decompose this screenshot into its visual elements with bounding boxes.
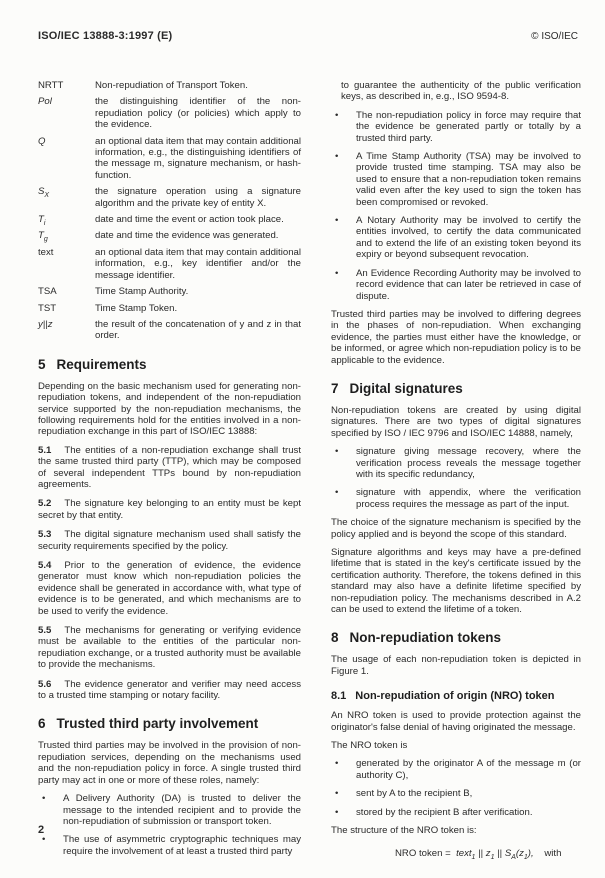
definition-row bbox=[38, 186, 301, 209]
section-7-para-choice: The choice of the signature mechanism is specified by the policy applied and is beyond the scope of this standard. bbox=[331, 517, 581, 540]
list-item bbox=[331, 268, 581, 302]
section-7-bullet-list bbox=[331, 446, 581, 510]
section-8-1-para2: The NRO token is bbox=[331, 740, 408, 752]
bullet-text: The non-repudiation policy in force may require that the evidence be generated partly or totally by a trusted third party. bbox=[356, 109, 581, 144]
list-item bbox=[331, 807, 581, 818]
definition-term: $T_i$ bbox=[38, 214, 46, 227]
bullet-text: stored by the recipient B after verification. bbox=[356, 806, 533, 818]
bullet-icon: • bbox=[335, 151, 339, 163]
clause-5-2: 5.2 The signature key belonging to an entity must be kept secret by that entity. bbox=[38, 498, 301, 521]
definition-desc: Time Stamp Authority. bbox=[95, 286, 189, 298]
list-item bbox=[331, 487, 581, 510]
definition-row bbox=[38, 80, 301, 91]
list-item bbox=[331, 151, 581, 208]
bullet-text: signature giving message recovery, where the verification process reveals the message together with its specific redundancy, bbox=[356, 446, 581, 480]
section-5-heading: 5 Requirements bbox=[38, 356, 147, 372]
list-item bbox=[331, 758, 581, 781]
definition-term: TSA bbox=[38, 286, 57, 298]
definition-desc: the distinguishing identifier of the non-repudiation policy (or policies) which apply to the evidence. bbox=[95, 96, 301, 131]
bullet-text: signature with appendix, where the verification process requires the message as part of the input. bbox=[356, 487, 581, 510]
bullet-text: A Time Stamp Authority (TSA) may be involved to provide trusted time stamping. TSA may also be used to ensure that a non-repudiation token remains valid even after the key used to sign the token has been compromised or revoked. bbox=[356, 151, 581, 208]
definition-term: Q bbox=[38, 135, 46, 147]
bullet-icon: • bbox=[335, 267, 339, 279]
copyright-notice: © ISO/IEC bbox=[531, 31, 578, 42]
bullet-text: An Evidence Recording Authority may be involved to record evidence that can later be retrieved in case of dispute. bbox=[356, 267, 581, 302]
section-7-para-lifetime: Signature algorithms and keys may have a pre-defined lifetime that is stated in the key's certificate issued by the certification authority. Therefore, the tokens defined in this standard may also have a definite lifetime specified by non-repudiation policy. The mechanisms described in A.2 can be used to extend the lifetime of a token. bbox=[331, 547, 581, 616]
list-item bbox=[38, 834, 301, 857]
bullet-icon: • bbox=[335, 446, 339, 458]
section-8-1-para1: An NRO token is used to provide protection against the originator's false denial of having originated the message. bbox=[331, 710, 581, 733]
definition-term: NRTT bbox=[38, 80, 64, 91]
definition-desc: date and time the evidence was generated. bbox=[95, 230, 279, 242]
section-6-closing: Trusted third parties may be involved to differing degrees in the phases of non-repudiation. When exchanging evidence, the parties must either have the knowledge, or be informed, or agree which non-repudiation policy is to be applicable to the evidence. bbox=[331, 308, 581, 366]
bullet-icon: • bbox=[335, 806, 339, 818]
bullet-icon: • bbox=[335, 487, 339, 499]
list-item bbox=[38, 793, 301, 827]
definition-desc: Non-repudiation of Transport Token. bbox=[95, 80, 248, 91]
definition-desc: an optional data item that may contain additional information, e.g., key identifier and/or the message identifier. bbox=[95, 246, 301, 281]
definition-desc: the result of the concatenation of y and z in that order. bbox=[95, 318, 301, 342]
bullet-icon: • bbox=[335, 215, 339, 227]
definition-term: text bbox=[38, 246, 54, 258]
section-8-heading: 8 Non-repudiation tokens bbox=[331, 630, 502, 646]
bullet-icon: • bbox=[335, 758, 339, 770]
clause-5-6: 5.6 The evidence generator and verifier may need access to a trusted time stamping or notary facility. bbox=[38, 678, 301, 702]
definition-row bbox=[38, 286, 301, 297]
section-6-heading: 6 Trusted third party involvement bbox=[38, 716, 259, 732]
definition-row bbox=[38, 247, 301, 281]
nro-structure-line: The structure of the NRO token is: bbox=[331, 825, 477, 837]
section-7-intro: Non-repudiation tokens are created by using digital signatures. There are two types of digital signatures specified by ISO / IEC 9796 and ISO/IEC 14888, namely, bbox=[331, 404, 581, 439]
section-8-intro: The usage of each non-repudiation token is depicted in Figure 1. bbox=[331, 654, 581, 677]
bullet-icon: • bbox=[335, 788, 339, 800]
definition-term: Pol bbox=[38, 96, 52, 108]
bullet-text: sent by A to the recipient B, bbox=[356, 788, 473, 800]
bullet-continuation: to guarantee the authenticity of the public verification keys, as described in, e.g., ISO 9594-8. bbox=[341, 80, 581, 103]
section-5-intro: Depending on the basic mechanism used for generating non-repudiation tokens, and independent of the non-repudiation service supported by the non-repudiation mechanisms, the following requirements hold for the entities involved in a non-repudiation exchange in this part of ISO/IEC 13888: bbox=[38, 380, 301, 438]
clause-5-5: 5.5 The mechanisms for generating or verifying evidence must be available to the entities of the particular non-repudiation exchange, or a trusted authority must be available to provide the mechanisms. bbox=[38, 625, 301, 671]
definition-term: y||z bbox=[38, 318, 53, 330]
nro-token-formula: NRO token = text$_1$ || $z_1$ || $S_A(z_1)$, with bbox=[395, 847, 562, 861]
clause-5-1: 5.1 The entities of a non-repudiation exchange shall trust the same trusted third party (TTP), which may be composed of several independent TTPs bound by non-repudiation agreements. bbox=[38, 444, 301, 490]
bullet-text: The use of asymmetric cryptographic techniques may require the involvement of at least a trusted third party bbox=[63, 834, 301, 857]
definition-list bbox=[38, 80, 301, 342]
list-item bbox=[331, 215, 581, 261]
list-item bbox=[331, 446, 581, 480]
section-7-heading: 7 Digital signatures bbox=[331, 380, 463, 396]
clause-5-3: 5.3 The digital signature mechanism used shall satisfy the security requirements specified by the policy. bbox=[38, 529, 301, 552]
definition-row bbox=[38, 230, 301, 244]
definition-desc: the signature operation using a signature algorithm and the private key of entity X. bbox=[95, 186, 301, 209]
page-number: 2 bbox=[38, 824, 45, 836]
definition-desc: Time Stamp Token. bbox=[95, 302, 178, 314]
bullet-text: A Notary Authority may be involved to certify the entities involved, to certify the data communicated and to extend the life of an existing token beyond its expiry or beyond subsequent revocation. bbox=[356, 215, 581, 261]
definition-row bbox=[38, 319, 301, 342]
bullet-text: A Delivery Authority (DA) is trusted to deliver the message to the intended recipient and to provide the non-repudiation of submission or transport token. bbox=[63, 793, 301, 827]
bullet-text: generated by the originator A of the message m (or authority C), bbox=[356, 758, 581, 781]
section-6-bullet-list-left bbox=[38, 793, 301, 857]
definition-desc: an optional data item that may contain additional information, e.g., the distinguishing identifiers of the message m, signature mechanism, or hash-function. bbox=[95, 135, 301, 181]
bullet-icon: • bbox=[42, 834, 46, 846]
bullet-icon: • bbox=[335, 109, 339, 121]
clause-5-4: 5.4 Prior to the generation of evidence, the evidence generator must know which non-repudiation policies the evidence shall be generated in accordance with, what type of evidence is to be generated, and which mechanisms are to be used to verify the evidence. bbox=[38, 560, 301, 617]
definition-row bbox=[38, 96, 301, 130]
list-item bbox=[331, 788, 581, 799]
bullet-icon: • bbox=[42, 793, 46, 805]
document-id: ISO/IEC 13888-3:1997 (E) bbox=[38, 30, 173, 42]
definition-row bbox=[38, 214, 301, 225]
section-8-1-heading: 8.1 Non-repudiation of origin (NRO) token bbox=[331, 690, 555, 703]
nro-token-bullet-list bbox=[331, 758, 581, 818]
left-column bbox=[38, 80, 301, 864]
definition-term: $S_X$ bbox=[38, 186, 50, 200]
definition-row bbox=[38, 303, 301, 314]
section-6-intro: Trusted third parties may be involved in the provision of non-repudiation services, depending on the mechanisms used and the non-repudiation policy in force. A single trusted third party may act in one or more of these roles, namely: bbox=[38, 740, 301, 786]
list-item bbox=[331, 110, 581, 144]
right-column bbox=[331, 80, 581, 859]
definition-desc: date and time the event or action took place. bbox=[95, 214, 284, 226]
section-6-bullet-list-right bbox=[331, 110, 581, 302]
definition-term: $T_g$ bbox=[38, 230, 48, 244]
definition-row bbox=[38, 136, 301, 182]
definition-term: TST bbox=[38, 302, 57, 314]
